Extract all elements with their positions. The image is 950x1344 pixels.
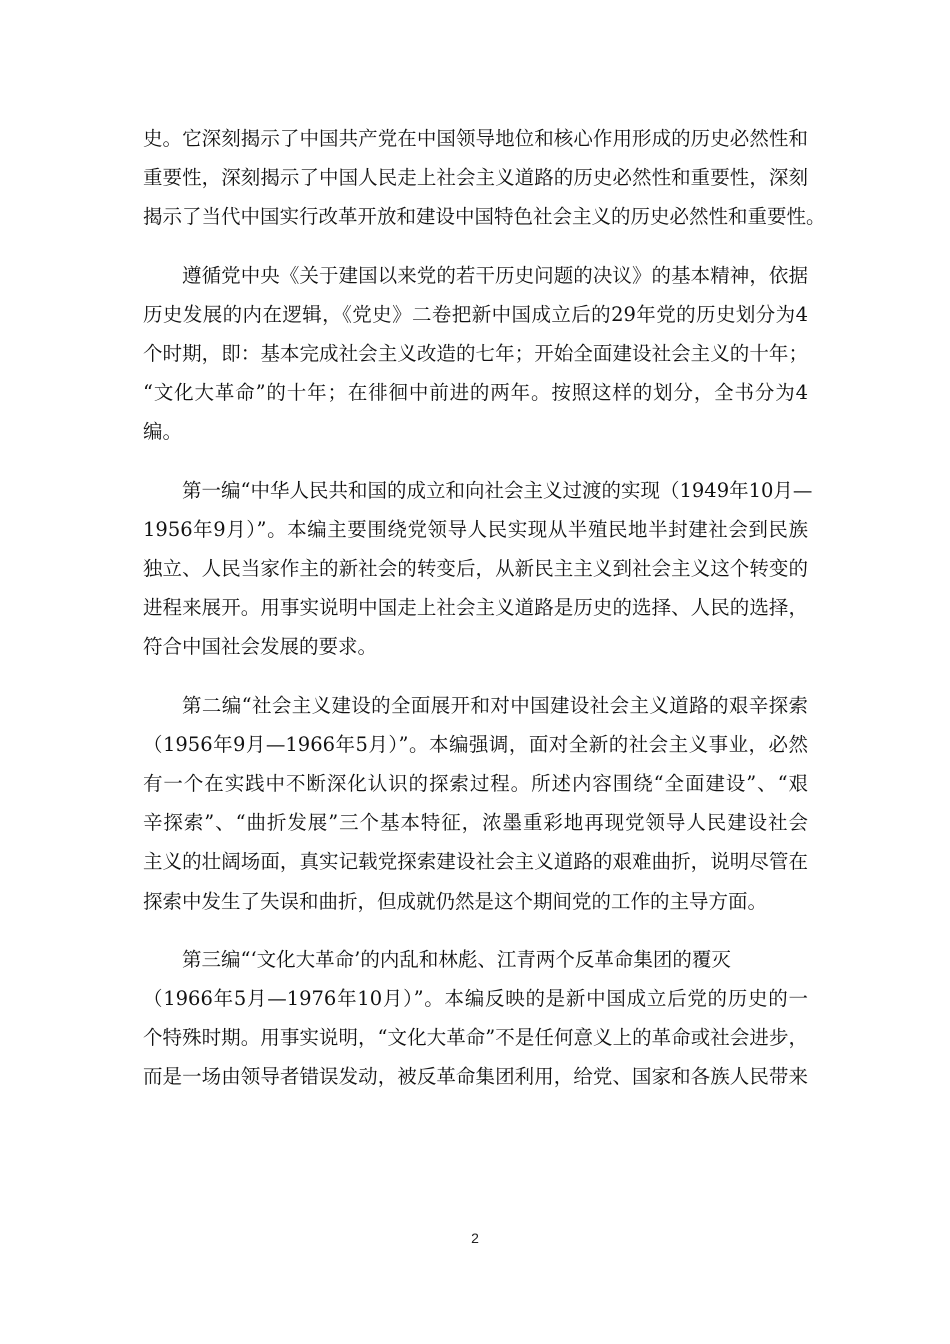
text-line: 史。它深刻揭示了中国共产党在中国领导地位和核心作用形成的历史必然性和 <box>143 127 808 150</box>
text-line: 遵循党中央《关于建国以来党的若干历史问题的决议》的基本精神，依据 <box>182 263 808 287</box>
text-line: 符合中国社会发展的要求。 <box>143 635 378 659</box>
text-line: 而是一场由领导者错误发动，被反革命集团利用，给党、国家和各族人民带来 <box>143 1065 808 1089</box>
text-line: 第二编“社会主义建设的全面展开和对中国建设社会主义道路的艰辛探索 <box>182 693 808 717</box>
text-line: 有一个在实践中不断深化认识的探索过程。所述内容围绕“全面建设”、“艰 <box>143 772 808 796</box>
text-line: 辛探索”、“曲折发展”三个基本特征，浓墨重彩地再现党领导人民建设社会 <box>143 811 808 835</box>
text-line: 个特殊时期。用事实说明，“文化大革命”不是任何意义上的革命或社会进步， <box>143 1026 808 1050</box>
text-line: 第一编“中华人民共和国的成立和向社会主义过渡的实现（1949年10月— <box>182 478 813 502</box>
text-line: 编。 <box>143 420 183 444</box>
text-line: 揭示了当代中国实行改革开放和建设中国特色社会主义的历史必然性和重要性。 <box>143 205 826 229</box>
text-line: 1956年9月）”。本编主要围绕党领导人民实现从半殖民地半封建社会到民族 <box>143 517 808 541</box>
text-line: 主义的壮阔场面，真实记载党探索建设社会主义道路的艰难曲折，说明尽管在 <box>143 850 808 874</box>
body-text <box>143 119 826 1116</box>
text-line: 历史发展的内在逻辑，《党史》二卷把新中国成立后的29年党的历史划分为4 <box>143 302 808 326</box>
text-line: 个时期，即：基本完成社会主义改造的七年；开始全面建设社会主义的十年； <box>143 342 808 366</box>
text-line: （1956年9月—1966年5月）”。本编强调，面对全新的社会主义事业，必然 <box>143 732 808 756</box>
paragraph-4 <box>143 686 808 921</box>
text-line: 进程来展开。用事实说明中国走上社会主义道路是历史的选择、人民的选择， <box>143 596 808 620</box>
text-line: 重要性，深刻揭示了中国人民走上社会主义道路的历史必然性和重要性，深刻 <box>143 166 808 190</box>
text-line: 第三编“‘文化大革命’的内乱和林彪、江青两个反革命集团的覆灭 <box>182 947 731 971</box>
paragraph-3 <box>143 471 813 667</box>
page-number: 2 <box>471 1230 479 1246</box>
paragraph-1 <box>143 119 826 237</box>
paragraph-2 <box>143 256 808 452</box>
text-line: 探索中发生了失误和曲折，但成就仍然是这个期间党的工作的主导方面。 <box>143 889 768 913</box>
text-line: “文化大革命”的十年；在徘徊中前进的两年。按照这样的划分，全书分为4 <box>143 381 808 405</box>
text-line: （1966年5月—1976年10月）”。本编反映的是新中国成立后党的历史的一 <box>143 987 808 1011</box>
paragraph-5 <box>143 940 808 1097</box>
text-line: 独立、人民当家作主的新社会的转变后，从新民主主义到社会主义这个转变的 <box>143 557 808 581</box>
